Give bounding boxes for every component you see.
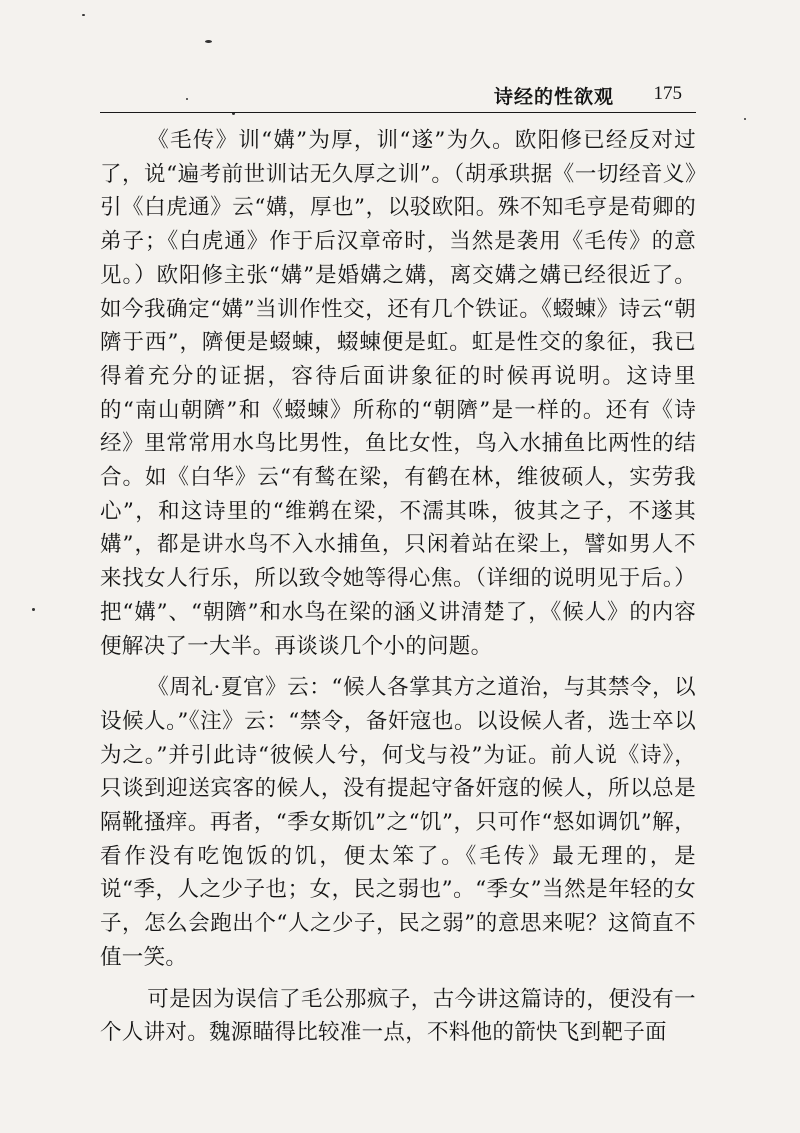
paragraph: 《周礼·夏官》云：“候人各掌其方之道治，与其禁令，以设候人。”《注》云：“禁令，备奸寇也。以设候人者，选士卒以为之。”并引此诗“彼候人兮，何戈与祋”为证。前人说《诗》，只谈到迎送宾客的候人，没有提起守备奸寇的候人，所以总是隔靴搔痒。再者，“季女斯饥”之“饥”，只可作“惄如调饥”解，看作没有吃饱饭的饥，便太笨了。《毛传》最无理的，是说“季，人之少子也；女，民之弱也”。“季女”当然是年轻的女子，怎么会跑出个“人之少子，民之弱”的意思来呢？这简直不值一笑。 <box>100 675 696 970</box>
scan-speck <box>82 14 85 16</box>
paragraph: 可是因为误信了毛公那疯子，古今讲这篇诗的，便没有一个人讲对。魏源瞄得比较准一点，不料他的箭快飞到靶子面 <box>100 986 696 1046</box>
paragraph: 《毛传》训“媾”为厚，训“遂”为久。欧阳修已经反对过了，说“遍考前世训诂无久厚之训”。（胡承珙据《一切经音义》引《白虎通》云“媾，厚也”，以驳欧阳。殊不知毛亨是荀卿的弟子；《白虎通》作于后汉章帝时，当然是袭用《毛传》的意见。）欧阳修主张“媾”是婚媾之媾，离交媾之媾已经很近了。如今我确定“媾”当训作性交，还有几个铁证。《蝃蝀》诗云“朝隮于西”，隮便是蝃蝀，蝃蝀便是虹。虹是性交的象征，我已得着充分的证据，容待后面讲象征的时候再说明。这诗里的“南山朝隮”和《蝃蝀》所称的“朝隮”是一样的。还有《诗经》里常常用水鸟比男性，鱼比女性，鸟入水捕鱼比两性的结合。如《白华》云“有鹙在梁，有鹤在林，维彼硕人，实劳我心”，和这诗里的“维鹈在梁，不濡其咮，彼其之子，不遂其媾”，都是讲水鸟不入水捕鱼，只闲着站在梁上，譬如男人不来找女人行乐，所以致令她等得心焦。（详细的说明见于后。）把“媾”、“朝隮”和水鸟在梁的涵义讲清楚了，《候人》的内容便解决了一大半。再谈谈几个小的问题。 <box>100 128 696 659</box>
running-header <box>100 78 696 113</box>
scan-speck <box>744 118 746 120</box>
body-text <box>100 124 696 1050</box>
page-number: 175 <box>653 83 682 104</box>
scan-speck <box>205 40 212 43</box>
header-title: 诗经的性欲观 <box>493 86 614 108</box>
scan-speck <box>32 608 35 611</box>
